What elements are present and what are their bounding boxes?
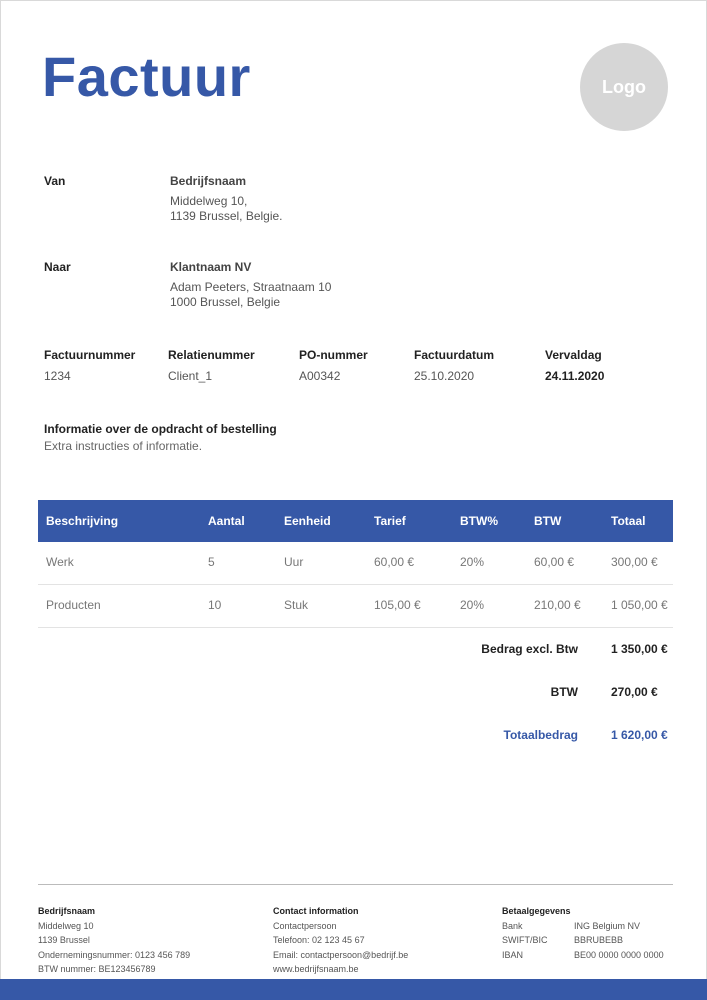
footer-contact-heading: Contact information (273, 906, 359, 916)
payment-label: Bank (502, 920, 523, 931)
invoice-number-value: 1234 (44, 369, 71, 383)
logo-text: Logo (602, 76, 646, 97)
header-vat: BTW (534, 514, 562, 528)
footer-company-heading: Bedrijfsnaam (38, 906, 96, 916)
cell-vat-percent: 20% (460, 598, 485, 612)
cell-total: 300,00 € (611, 555, 658, 569)
payment-label: SWIFT/BIC (502, 935, 548, 945)
subtotal-label: Bedrag excl. Btw (481, 642, 578, 656)
footer-divider (38, 884, 673, 885)
payment-value: BBRUBEBB (574, 935, 624, 945)
footer-contact-person: Contactpersoon (273, 920, 337, 931)
footer-payment-heading: Betaalgegevens (502, 906, 571, 916)
from-company-name: Bedrijfsnaam (170, 174, 247, 188)
po-number-value: A00342 (299, 369, 341, 383)
info-text: Extra instructies of informatie. (44, 439, 203, 453)
to-client-name: Klantnaam NV (170, 260, 252, 274)
to-address-line2: 1000 Brussel, Belgie (170, 295, 281, 309)
footer-company-line: 1139 Brussel (38, 935, 90, 945)
grand-total-label: Totaalbedrag (503, 728, 578, 742)
payment-label: IBAN (502, 949, 524, 960)
footer-contact (273, 904, 408, 977)
from-address (170, 194, 283, 224)
header-vat-percent: BTW% (460, 514, 498, 528)
header-unit: Eenheid (284, 514, 331, 528)
cell-unit: Stuk (284, 598, 309, 612)
cell-rate: 60,00 € (374, 555, 415, 569)
cell-quantity: 5 (208, 555, 215, 569)
from-address-line2: 1139 Brussel, Belgie. (170, 209, 283, 223)
header-quantity: Aantal (208, 514, 245, 528)
table-row (38, 585, 673, 628)
from-address-line1: Middelweg 10, (170, 194, 248, 208)
header-rate: Tarief (374, 514, 406, 528)
cell-total: 1 050,00 € (611, 598, 668, 612)
cell-vat: 60,00 € (534, 555, 575, 569)
cell-unit: Uur (284, 555, 304, 569)
subtotal-value: 1 350,00 € (611, 642, 668, 656)
cell-quantity: 10 (208, 598, 222, 612)
invoice-title: Factuur (42, 45, 251, 108)
po-number-label: PO-nummer (299, 348, 368, 362)
cell-vat-percent: 20% (460, 555, 485, 569)
company-logo (580, 43, 668, 131)
footer-company-line: Ondernemingsnummer: 0123 456 789 (38, 949, 191, 960)
vat-total-label: BTW (550, 685, 578, 699)
relation-number-label: Relatienummer (168, 348, 255, 362)
footer-contact-email[interactable]: Email: contactpersoon@bedrijf.be (273, 949, 409, 960)
from-label: Van (44, 174, 66, 188)
relation-number-value: Client_1 (168, 369, 213, 383)
invoice-number-label: Factuurnummer (44, 348, 136, 362)
footer-accent-bar (0, 979, 707, 1000)
cell-vat: 210,00 € (534, 598, 581, 612)
to-address-line1: Adam Peeters, Straatnaam 10 (170, 280, 332, 294)
payment-value: BE00 0000 0000 0000 (574, 949, 664, 960)
payment-row (502, 919, 664, 934)
due-date-value: 24.11.2020 (545, 369, 605, 383)
footer-company (38, 904, 190, 977)
info-heading: Informatie over de opdracht of bestelling (44, 422, 277, 436)
payment-value: ING Belgium NV (574, 920, 641, 931)
due-date-label: Vervaldag (545, 348, 602, 362)
table-row (38, 542, 673, 585)
to-address (170, 280, 331, 310)
invoice-date-value: 25.10.2020 (414, 369, 475, 383)
footer-contact-website[interactable]: www.bedrijfsnaam.be (273, 964, 359, 974)
cell-description: Producten (46, 598, 101, 612)
cell-rate: 105,00 € (374, 598, 421, 612)
vat-total-value: 270,00 € (611, 685, 658, 699)
grand-total-value: 1 620,00 € (611, 728, 668, 742)
to-label: Naar (44, 260, 71, 274)
footer-company-line: Middelweg 10 (38, 920, 94, 931)
invoice-date-label: Factuurdatum (414, 348, 495, 362)
header-description: Beschrijving (46, 514, 119, 528)
cell-description: Werk (46, 555, 74, 569)
footer-contact-phone: Telefoon: 02 123 45 67 (273, 935, 365, 945)
payment-row (502, 948, 664, 963)
header-total: Totaal (611, 514, 646, 528)
payment-row (502, 933, 664, 948)
footer-payment (502, 904, 664, 962)
footer-company-line: BTW nummer: BE123456789 (38, 964, 156, 974)
items-table-header (38, 500, 673, 542)
